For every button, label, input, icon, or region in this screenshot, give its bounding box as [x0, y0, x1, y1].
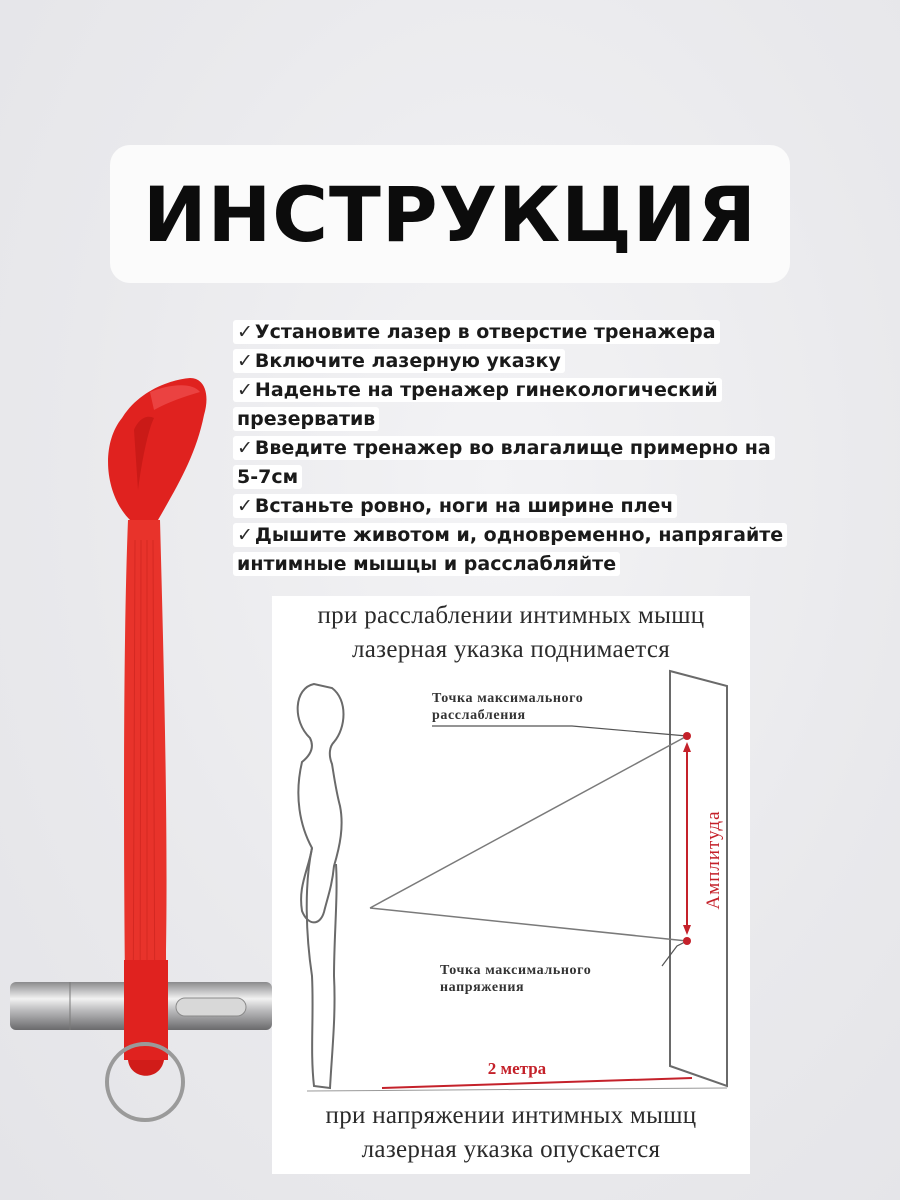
instruction-step: ✓ Введите тренажер во влагалище примерно на 5-7см: [233, 434, 793, 492]
relaxation-point-label: Точка максимального расслабления: [432, 691, 584, 723]
instruction-list: [233, 318, 793, 579]
distance-line: [382, 1078, 692, 1088]
top-caption-line-2: лазерная указка поднимается: [351, 636, 671, 663]
instruction-step: ✓ Установите лазер в отверстие тренажера: [233, 318, 793, 347]
tension-point: [683, 937, 691, 945]
page-title: ИНСТРУКЦИЯ: [143, 169, 757, 259]
checkmark-icon: ✓: [237, 321, 253, 343]
checkmark-icon: ✓: [237, 495, 253, 517]
laser-beam-down: [370, 908, 687, 941]
instruction-step: ✓ Дышите животом и, одновременно, напрягайте интимные мышцы и расслабляйте: [233, 521, 793, 579]
checkmark-icon: ✓: [237, 524, 253, 546]
power-button-icon: [176, 998, 246, 1016]
relaxation-point: [683, 732, 691, 740]
laser-beam-up: [370, 736, 687, 908]
diagram-drawing: [272, 596, 750, 1174]
top-caption-line-1: при расслаблении интимных мышц: [317, 602, 705, 629]
tension-point-label: Точка максимального напряжения: [440, 963, 592, 995]
instruction-step: ✓ Включите лазерную указку: [233, 347, 793, 376]
checkmark-icon: ✓: [237, 379, 253, 401]
trainer-device-image: [0, 370, 300, 1130]
checkmark-icon: ✓: [237, 437, 253, 459]
checkmark-icon: ✓: [237, 350, 253, 372]
distance-label: 2 метра: [487, 1059, 547, 1078]
amplitude-label: Амплитуда: [703, 810, 724, 910]
bottom-caption-line-2: лазерная указка опускается: [361, 1136, 661, 1163]
instruction-step: ✓ Встаньте ровно, ноги на ширине плеч: [233, 492, 793, 521]
bottom-caption-line-1: при напряжении интимных мышц: [325, 1102, 697, 1129]
exercise-diagram: [272, 596, 750, 1174]
instruction-step: ✓ Наденьте на тренажер гинекологический презерватив: [233, 376, 793, 434]
